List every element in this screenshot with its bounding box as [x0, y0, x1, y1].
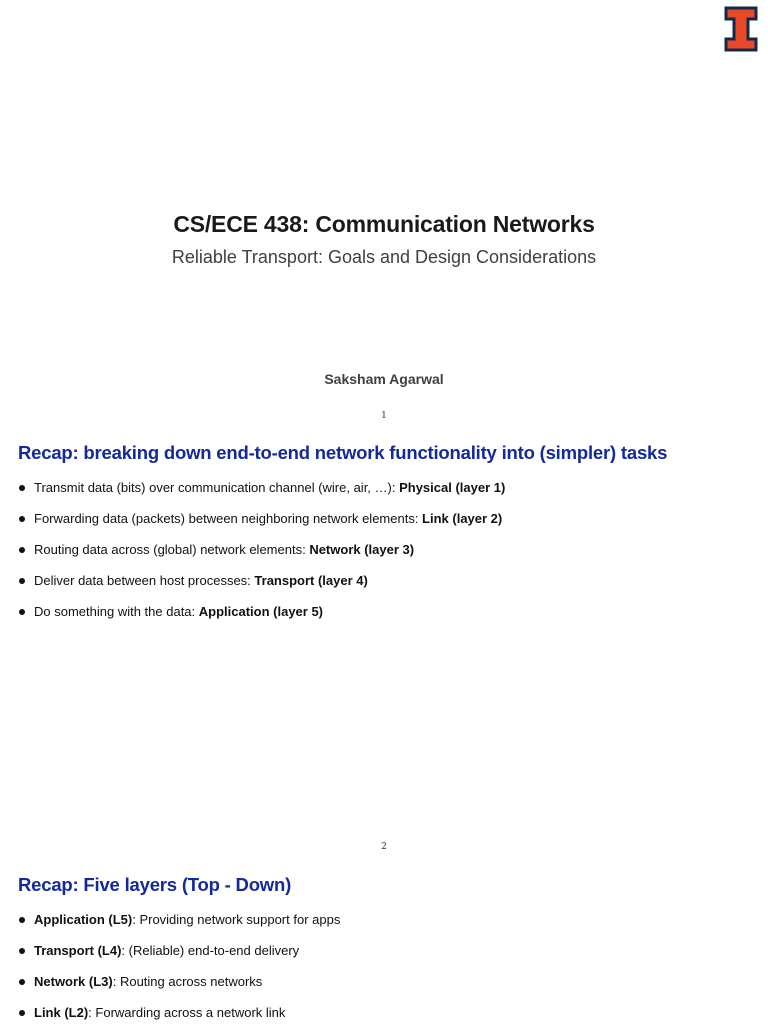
bullet-text: : Providing network support for apps — [132, 912, 341, 927]
bullet-list — [18, 911, 340, 1024]
bullet-bold-text: Network (L3) — [34, 974, 113, 989]
bullet-item — [18, 510, 505, 541]
bullet-text: : (Reliable) end-to-end delivery — [121, 943, 300, 958]
deck-subtitle: Reliable Transport: Goals and Design Considerations — [171, 247, 597, 267]
bullet-text: Routing data across (global) network elements: — [34, 542, 310, 557]
block-i-logo-icon — [724, 6, 758, 52]
bullet-bold-text: Physical (layer 1) — [399, 480, 506, 495]
bullet-item — [18, 1004, 340, 1024]
bullet-text: Deliver data between host processes: — [34, 573, 255, 588]
deck-title: CS/ECE 438: Communication Networks — [173, 211, 595, 237]
bullet-list — [18, 479, 505, 634]
bullet-dot-icon — [19, 609, 25, 615]
bullet-text: Do something with the data: — [34, 604, 199, 619]
recap-tasks-slide — [0, 432, 768, 864]
bullet-bold-text: Transport (layer 4) — [254, 573, 368, 588]
slide-heading: Recap: Five layers (Top - Down) — [18, 874, 292, 895]
bullet-bold-text: Link (layer 2) — [422, 511, 503, 526]
five-layers-slide — [0, 864, 768, 1024]
bullet-dot-icon — [19, 948, 25, 954]
bullet-dot-icon — [19, 485, 25, 491]
bullet-item — [18, 942, 340, 973]
slide-heading: Recap: breaking down end-to-end network functionality into (simpler) tasks — [18, 442, 668, 463]
bullet-text: Transmit data (bits) over communication channel (wire, air, …): — [34, 480, 400, 495]
bullet-item — [18, 541, 505, 572]
bullet-bold-text: Application (layer 5) — [198, 604, 324, 619]
bullet-text: Forwarding data (packets) between neighboring network elements: — [34, 511, 423, 526]
bullet-item — [18, 911, 340, 942]
page-number: 1 — [381, 411, 387, 421]
bullet-item — [18, 973, 340, 1004]
bullet-item — [18, 479, 505, 510]
bullet-item — [18, 572, 505, 603]
bullet-dot-icon — [19, 1010, 25, 1016]
bullet-bold-text: Network (layer 3) — [309, 542, 415, 557]
bullet-text: : Forwarding across a network link — [88, 1005, 286, 1020]
bullet-text: : Routing across networks — [112, 974, 263, 989]
bullet-item — [18, 603, 505, 634]
bullet-bold-text: Application (L5) — [34, 912, 133, 927]
bullet-bold-text: Transport (L4) — [34, 943, 122, 958]
bullet-dot-icon — [19, 547, 25, 553]
bullet-dot-icon — [19, 578, 25, 584]
bullet-bold-text: Link (L2) — [34, 1005, 89, 1020]
page-number: 2 — [381, 842, 387, 852]
author-name: Saksham Agarwal — [324, 371, 444, 387]
title-slide — [0, 0, 768, 432]
bullet-dot-icon — [19, 979, 25, 985]
bullet-dot-icon — [19, 917, 25, 923]
bullet-dot-icon — [19, 516, 25, 522]
